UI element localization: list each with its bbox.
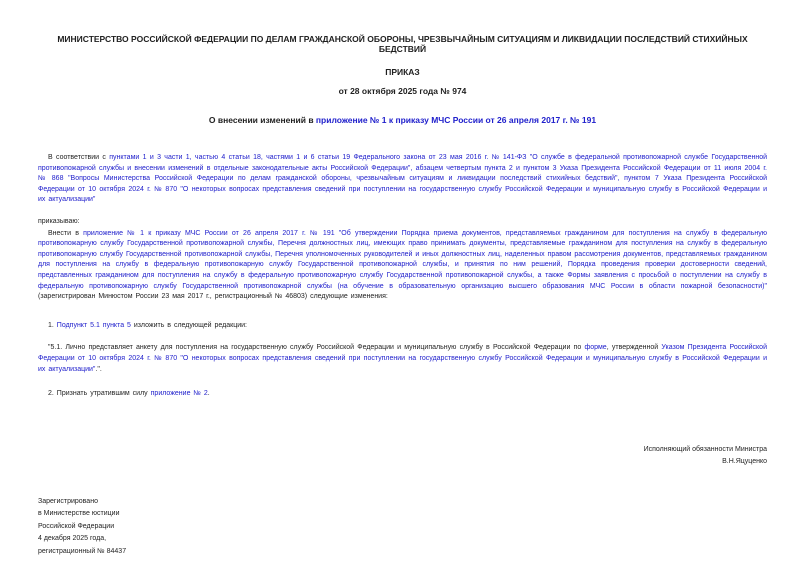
item-1	[38, 321, 767, 332]
vnesti-suffix: (зарегистрирован Минюстом России 23 мая 2017 г., регистрационный № 46803) следующие изменения:	[38, 293, 388, 301]
doc-title	[38, 115, 767, 125]
vnesti-prefix: Внести в	[48, 229, 84, 237]
registration-line: Российской Федерации	[38, 522, 115, 530]
annex-2-link[interactable]: приложение № 2	[150, 390, 208, 398]
doc-date-number: от 28 октября 2025 года № 974	[338, 86, 467, 96]
legal-basis-prefix: В соответствии с	[48, 154, 110, 161]
registration-line: 4 декабря 2025 года,	[38, 535, 107, 543]
registration-block	[38, 496, 767, 559]
item-5-1-prefix: "5.1. Лично представляет анкету для поступления на государственную службу Российской Федерации и муниципальную службу в Российской Федерации по	[48, 344, 585, 352]
vnesti-order-link[interactable]: приложение № 1 к приказу МЧС России от 26 апреля 2017 г. № 191 "Об утверждении Порядка приема документов, представляемых гражданином для поступления на службу в федеральную противопожарную службу Государственной противопожарной службы, Перечня должностных лиц, имеющих право принимать документы, представляемые гражданином для поступления на службу в федеральную противопожарную службу Государственной противопожарной службы, Перечня уполномоченных руководителей и иных должностных лиц, наделенных правом рассмотрения документов, представляемых гражданином для поступления на службу в федеральную противопожарную службу Государственной противопожарной службы, и принятия по ним решений, Порядка проведения проверки достоверности сведений, представленных гражданином для поступления на службу в федеральную противопожарную службу Государственной противопожарной службы, а также Формы заявления с просьбой о поступлении на службу в федеральную противопожарную службу Государственной противопожарной службы (на обучение в образовательную организацию высшего образования МЧС России в области пожарной безопасности)"	[38, 229, 768, 290]
item-1-suffix: изложить в следующей редакции:	[130, 321, 247, 329]
registration-line: в Министерстве юстиции	[38, 510, 120, 518]
item-5-1-mid: , утвержденной	[606, 344, 662, 352]
paragraph-legal-basis	[38, 153, 767, 206]
item-1-subclause-link[interactable]: Подпункт 5.1 пункта 5	[56, 321, 131, 329]
item-1-number: 1.	[48, 321, 57, 329]
president-decree-link[interactable]: Указом Президента Российской Федерации от 10 октября 2024 г. № 870 "О некоторых вопросах представления сведений при поступлении на государственную службу Российской Федерации и муниципальную службу в Российской Федерации и их актуализации"	[38, 344, 767, 373]
item-5-1-suffix: .".	[95, 365, 102, 373]
registration-line: Зарегистрировано	[38, 497, 98, 505]
legal-basis-link[interactable]: пунктами 1 и 3 части 1, частью 4 статьи 18, частями 1 и 6 статьи 19 Федерального закона от 23 мая 2016 г. № 141-ФЗ "О службе в федеральной противопожарной службе Государственной противопожарной службы и внесении изменений в отдельные законодательные акты Российской Федерации", абзацем четвертым пункта 2 и пунктом 3 Указа Президента Российской Федерации от 11 июля 2004 г. № 868 "Вопросы Министерства Российской Федерации по делам гражданской обороны, чрезвычайным ситуациям и ликвидации последствий стихийных бедствий", пунктом 7 Указа Президента Российской Федерации от 10 октября 2024 г. № 870 "О некоторых вопросах представления сведений при поступлении на государственную службу Российской Федерации и муниципальную службу в Российской Федерации и их актуализации"	[38, 154, 768, 204]
item-2	[38, 389, 767, 400]
signature-block	[38, 444, 767, 469]
ministry-header: МИНИСТЕРСТВО РОССИЙСКОЙ ФЕДЕРАЦИИ ПО ДЕЛАМ ГРАЖДАНСКОЙ ОБОРОНЫ, ЧРЕЗВЫЧАЙНЫМ СИТУАЦИЯМ И ЛИКВИДАЦИИ ПОСЛЕДСТВИЙ СТИХИЙНЫХ БЕДСТВИЙ	[57, 34, 748, 54]
doc-type-label: ПРИКАЗ	[385, 67, 420, 77]
registration-line: регистрационный № 84437	[38, 547, 127, 555]
item-2-suffix: .	[207, 390, 210, 398]
item-5-1-text	[38, 343, 767, 375]
item-2-prefix: 2. Признать утратившим силу	[48, 390, 151, 398]
prikazyvayu-label: приказываю:	[38, 217, 80, 225]
signature-name: В.Н.Яцуценко	[722, 458, 767, 466]
form-link[interactable]: форме	[584, 344, 607, 352]
doc-title-prefix: О внесении изменений в	[208, 115, 316, 125]
doc-title-link[interactable]: приложение № 1 к приказу МЧС России от 26 апреля 2017 г. № 191	[315, 115, 597, 125]
paragraph-vnesti	[38, 229, 767, 303]
signature-position: Исполняющий обязанности Министра	[643, 445, 767, 453]
